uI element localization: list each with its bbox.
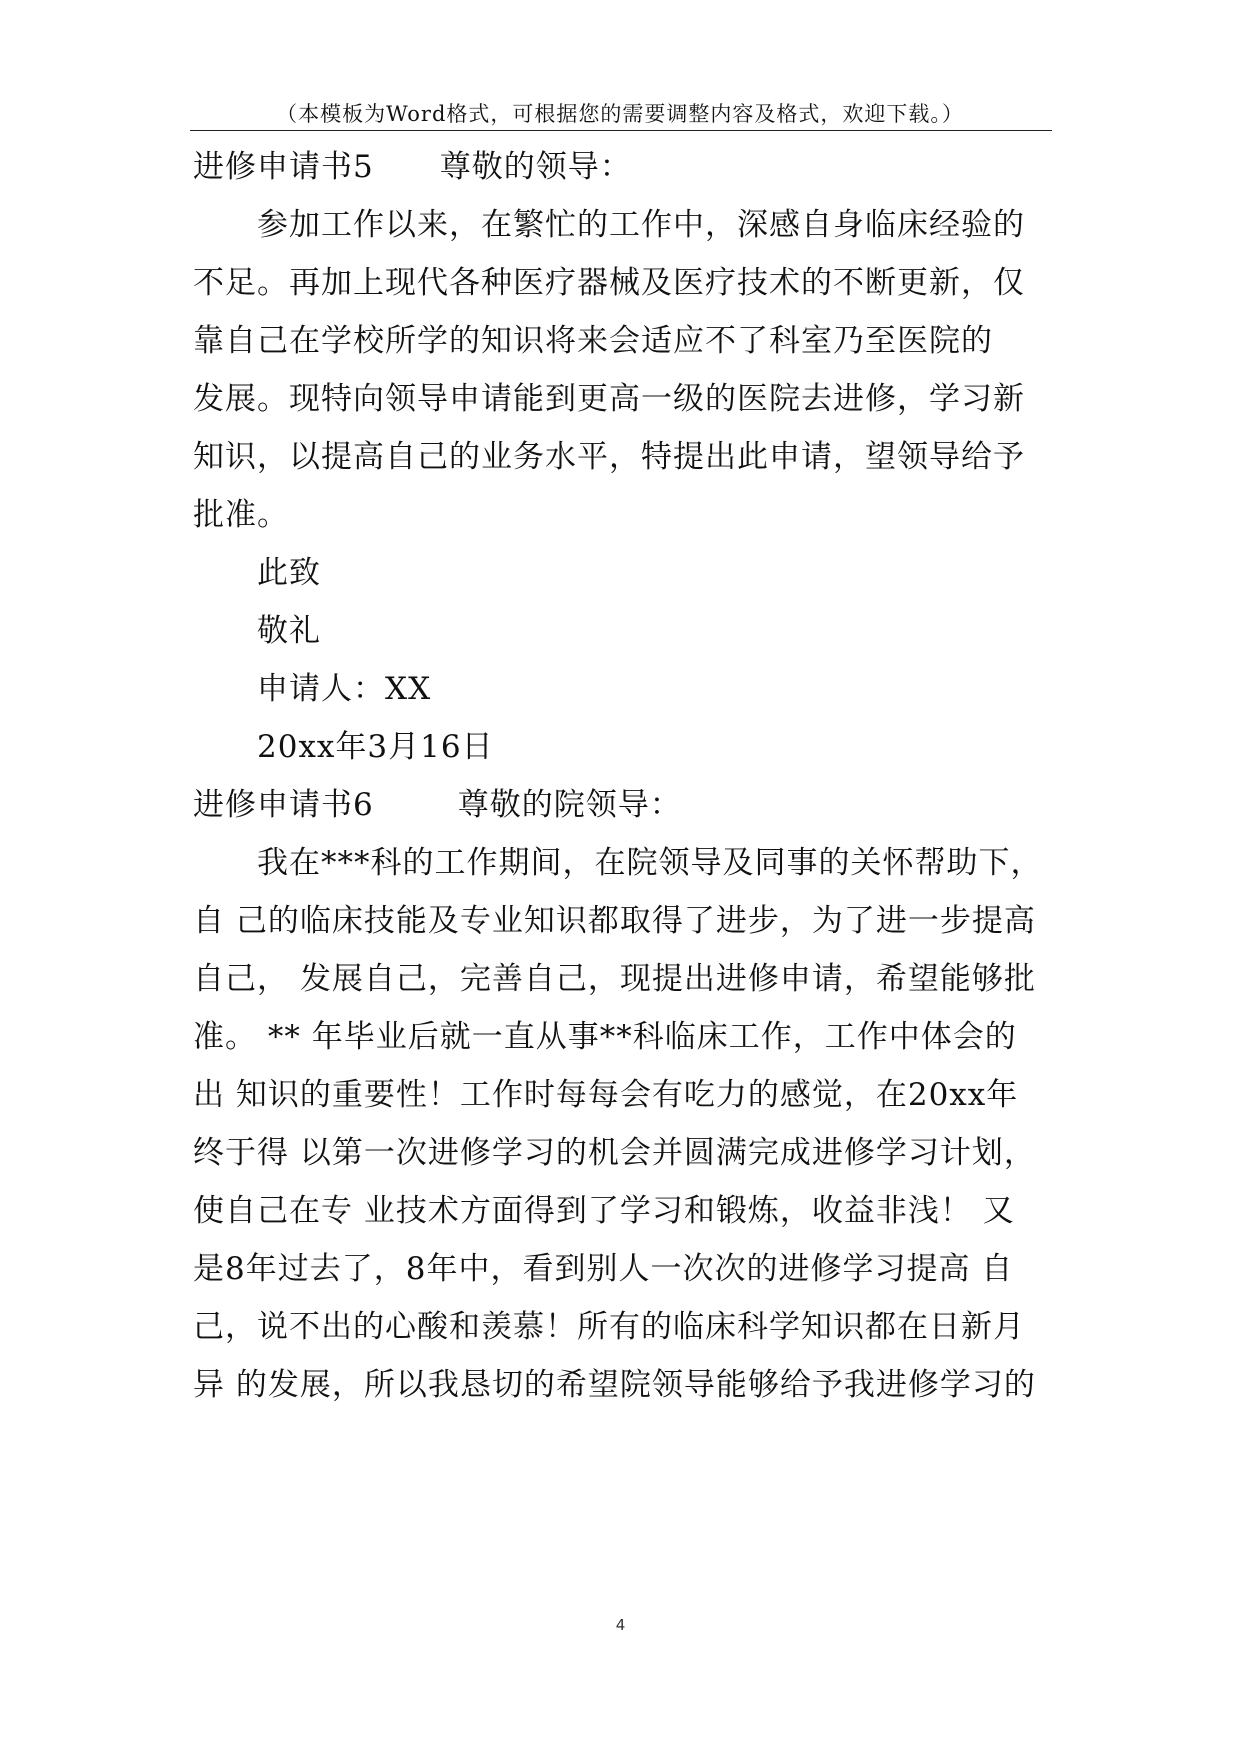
template-note: （本模板为Word格式，可根据您的需要调整内容及格式，欢迎下载。）	[276, 102, 964, 126]
section-5-body-line: 发展。现特向领导申请能到更高一级的医院去进修，学习新	[193, 381, 1025, 417]
section-5-body-line: 知识，以提高自己的业务水平，特提出此申请，望领导给予	[193, 439, 1025, 475]
section-5-body-line: 批准。	[193, 497, 289, 533]
section-5-heading	[193, 147, 632, 187]
section-6-heading	[193, 785, 682, 825]
section-6-body-line: 自己， 发展自己，完善自己，现提出进修申请，希望能够批	[193, 961, 1036, 997]
section-6-body-line: 异 的发展，所以我恳切的希望院领导能够给予我进修学习的	[193, 1367, 1036, 1403]
section-6-title: 进修申请书6	[193, 787, 374, 823]
section-6-body-line: 是8年过去了，8年中，看到别人一次次的进修学习提高 自	[193, 1251, 1014, 1287]
section-6-body-line: 我在***科的工作期间，在院领导及同事的关怀帮助下，	[257, 845, 1043, 881]
section-5-title: 进修申请书5	[193, 149, 374, 185]
closing-ci-zhi: 此致	[257, 555, 321, 591]
applicant-name: 申请人：XX	[257, 671, 432, 707]
page-number: 4	[615, 1616, 626, 1634]
section-6-body-line: 使自己在专 业技术方面得到了学习和锻炼，收益非浅！ 又	[193, 1193, 1015, 1229]
section-6-body-line: 出 知识的重要性！工作时每每会有吃力的感觉，在20xx年	[193, 1077, 1019, 1113]
application-date: 20xx年3月16日	[257, 729, 494, 765]
section-5-body-line: 靠自己在学校所学的知识将来会适应不了科室乃至医院的	[193, 323, 993, 359]
section-6-body-line: 准。 ** 年毕业后就一直从事**科临床工作，工作中体会的	[193, 1019, 1017, 1055]
section-6-body-line: 己，说不出的心酸和羡慕！所有的临床科学知识都在日新月	[193, 1309, 1025, 1345]
section-5-salutation: 尊敬的领导：	[439, 149, 632, 185]
header-divider	[190, 130, 1052, 131]
section-6-body-line: 自 己的临床技能及专业知识都取得了进步，为了进一步提高	[193, 903, 1036, 939]
section-6-body-line: 终于得 以第一次进修学习的机会并圆满完成进修学习计划，	[193, 1135, 1036, 1171]
section-5-body-line: 参加工作以来，在繁忙的工作中，深感自身临床经验的	[257, 207, 1025, 243]
section-5-body-line: 不足。再加上现代各种医疗器械及医疗技术的不断更新，仅	[193, 265, 1025, 301]
section-6-salutation: 尊敬的院领导：	[457, 787, 682, 823]
closing-jing-li: 敬礼	[257, 613, 321, 649]
